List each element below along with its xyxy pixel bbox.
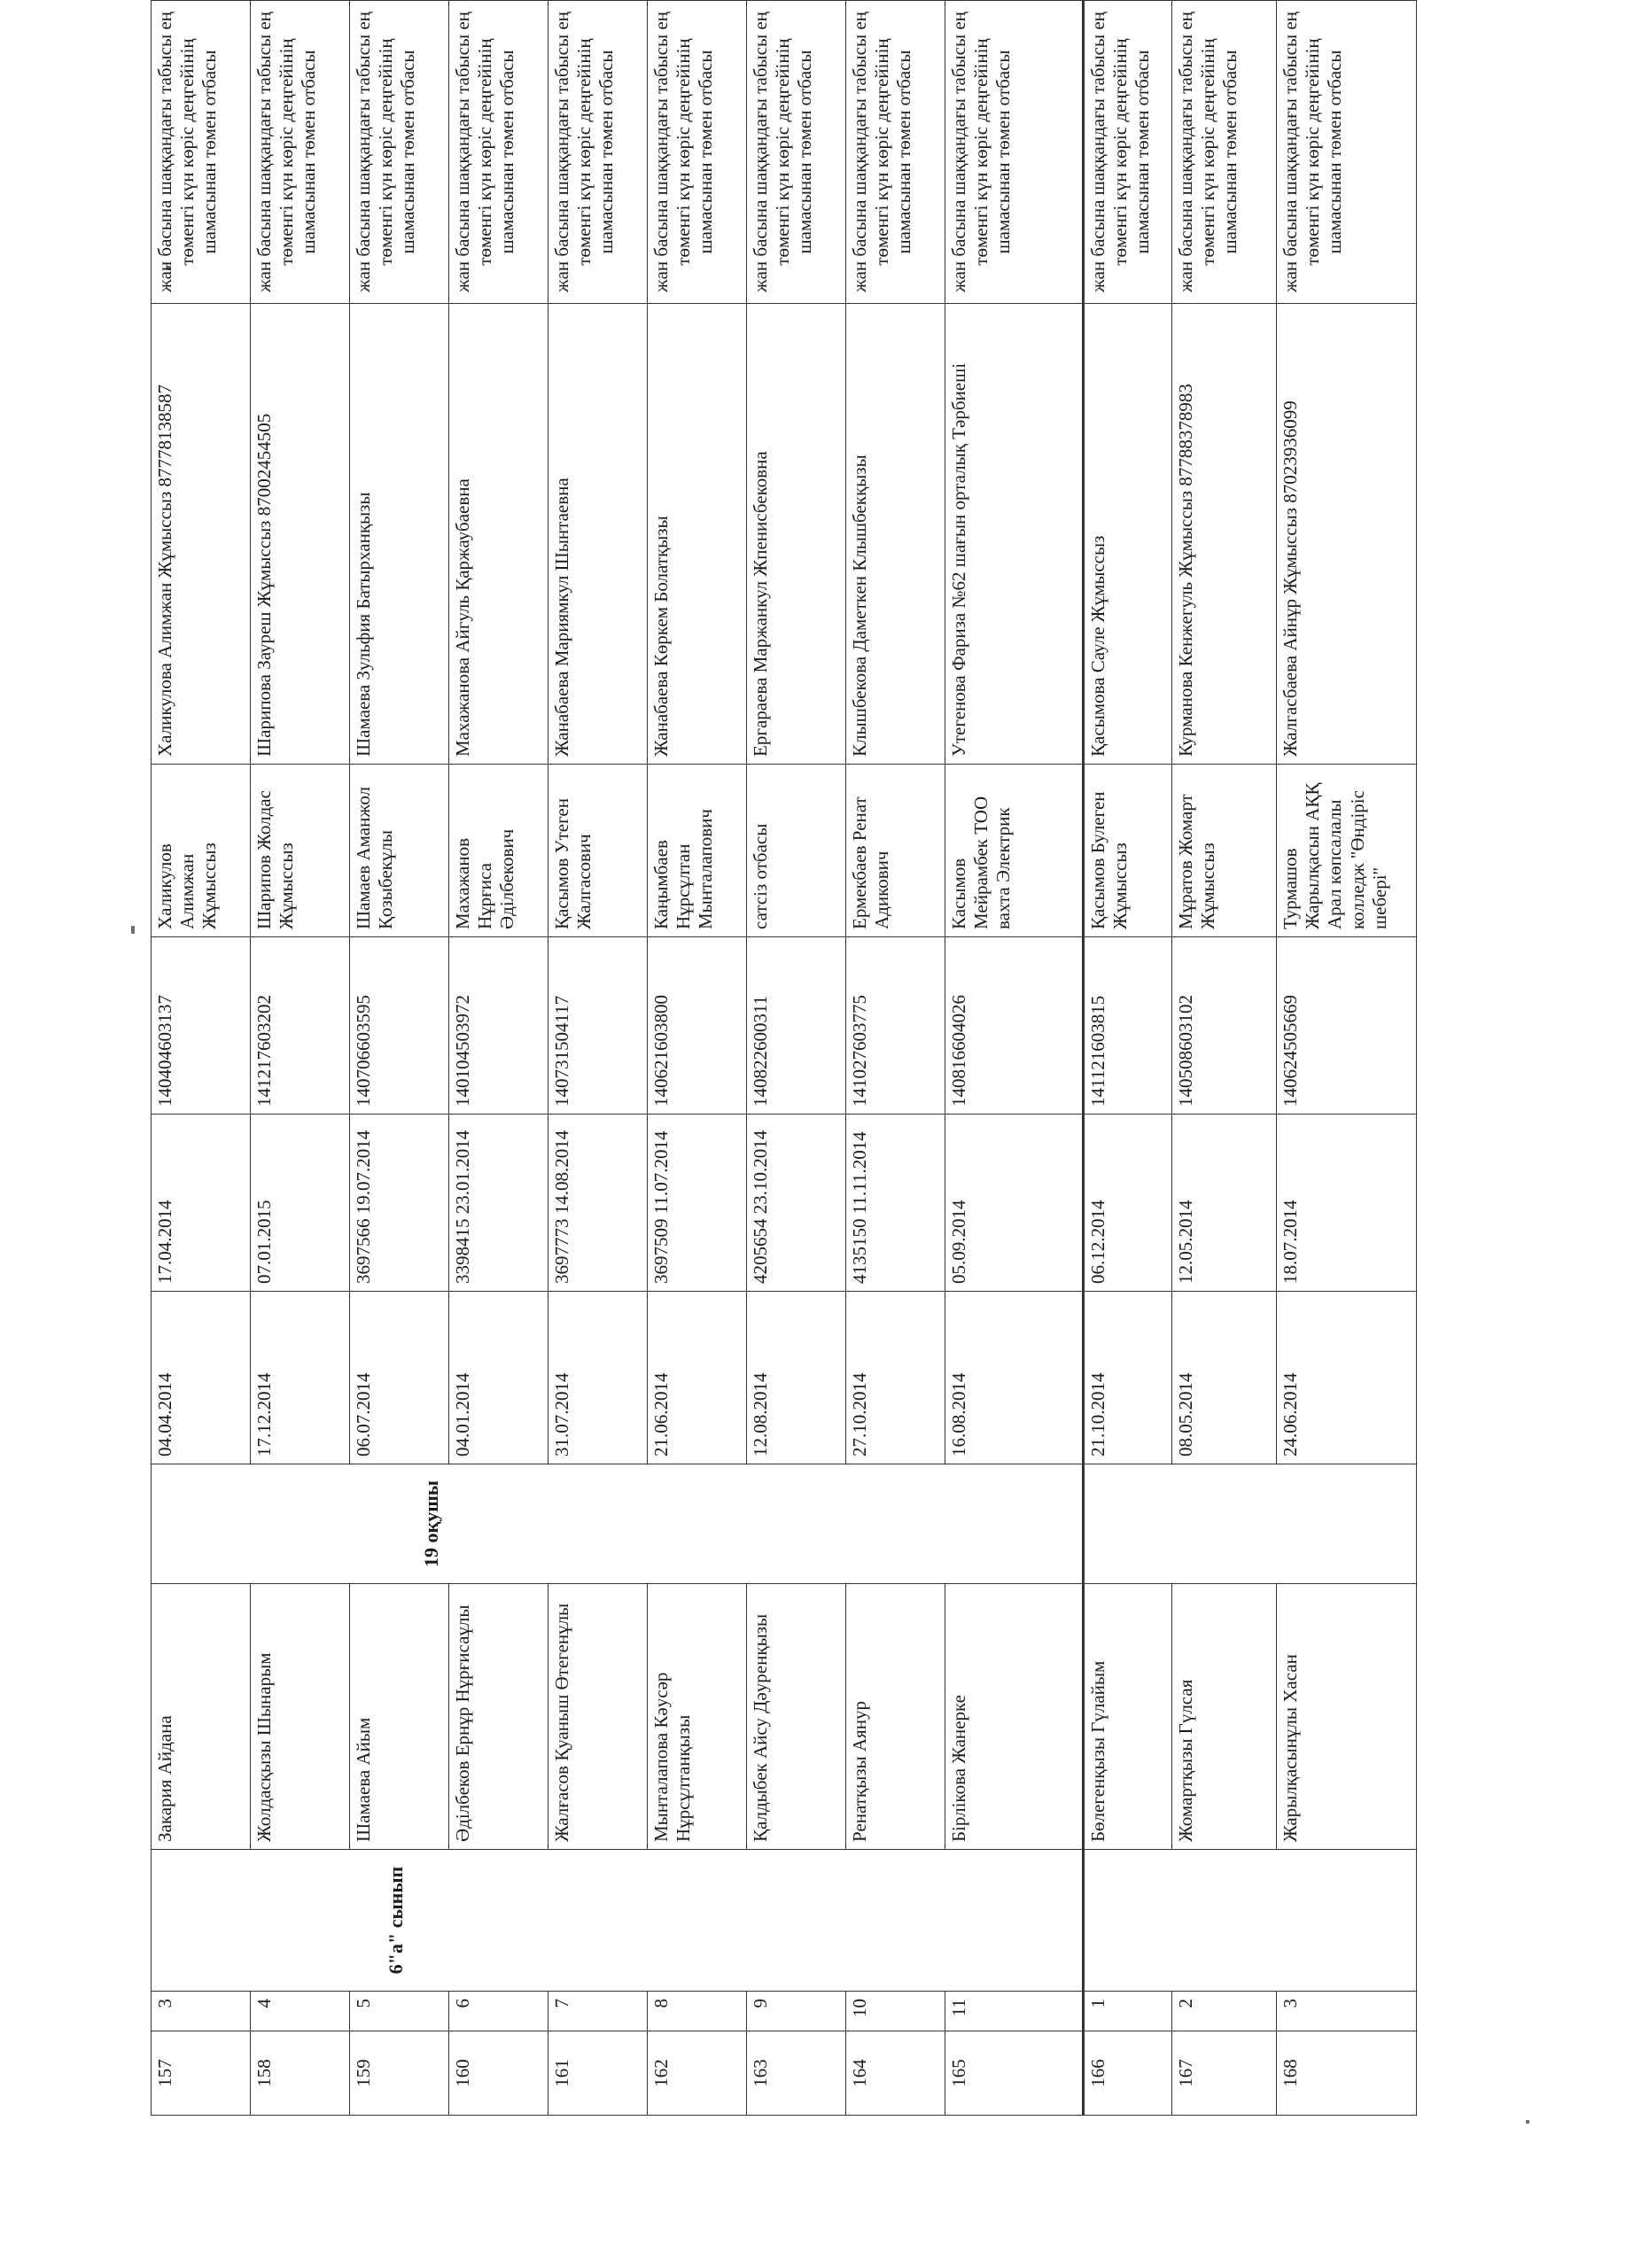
- table-row: [1172, 1, 1277, 2116]
- row-number: 160: [449, 2031, 548, 2116]
- class-seq: 11: [945, 1992, 1084, 2031]
- birth-date: 31.07.2014: [548, 1292, 648, 1464]
- mother-info: Халикулова Алимжан Жұмыссыз 87778138587: [152, 304, 251, 765]
- class-seq: 10: [846, 1992, 945, 2031]
- birth-date: 04.04.2014: [152, 1292, 251, 1464]
- iin: 140822600311: [747, 937, 846, 1115]
- student-name: Жалғасов Қуаныш Өтегенұлы: [548, 1584, 648, 1850]
- table-row: [1277, 1, 1417, 2116]
- father-info: Каңымбаев Нұрсұлтан Мынталапович: [648, 765, 747, 937]
- birth-date: 04.01.2014: [449, 1292, 548, 1464]
- certificate-date: 3697773 14.08.2014: [548, 1115, 648, 1292]
- row-number: 161: [548, 2031, 648, 2116]
- father-info: Халикулов Алимжан Жұмыссыз: [152, 765, 251, 937]
- student-name: Қалдыбек Айсу Дәуренқызы: [747, 1584, 846, 1850]
- birth-date: 06.07.2014: [350, 1292, 449, 1464]
- row-number: 164: [846, 2031, 945, 2116]
- table-row: [548, 1, 648, 2116]
- table-row: [747, 1, 846, 2116]
- iin: 140731504117: [548, 937, 648, 1115]
- mother-info: Курманова Кенжегуль Жұмыссыз 87788378983: [1172, 304, 1277, 765]
- iin: 140816604026: [945, 937, 1084, 1115]
- student-name: Мынталапова Кәусәр Нұрсұлтанқызы: [648, 1584, 747, 1850]
- certificate-date: 18.07.2014: [1277, 1115, 1417, 1292]
- birth-date: 08.05.2014: [1172, 1292, 1277, 1464]
- student-name: Бөлегенқызы Гүлайым: [1084, 1584, 1172, 1850]
- class-seq: 8: [648, 1992, 747, 2031]
- table-row: [449, 1, 548, 2116]
- birth-date: 27.10.2014: [846, 1292, 945, 1464]
- iin: 140706603595: [350, 937, 449, 1115]
- certificate-date: 3398415 23.01.2014: [449, 1115, 548, 1292]
- family-status: жан басына шаққандағы табысы ең төменгі күн көріс деңгейінің шамасынан төмен отбасы: [1172, 1, 1277, 304]
- iin: 141217603202: [251, 937, 350, 1115]
- student-name: Жомартқызы Гүлсая: [1172, 1584, 1277, 1850]
- iin: 140624505669: [1277, 937, 1417, 1115]
- student-name: Закария Айдана: [152, 1584, 251, 1850]
- student-count-cell: [152, 1464, 1084, 1584]
- family-status: жан басына шаққандағы табысы ең төменгі күн көріс деңгейінің шамасынан төмен отбасы: [846, 1, 945, 304]
- iin: 140621603800: [648, 937, 747, 1115]
- row-number: 159: [350, 2031, 449, 2116]
- table-row: [350, 1, 449, 2116]
- table-row: [945, 1, 1084, 2116]
- certificate-date: 17.04.2014: [152, 1115, 251, 1292]
- father-info: Қасымов Булеген Жұмыссыз: [1084, 765, 1172, 937]
- family-status: жан басына шаққандағы табысы ең төменгі күн көріс деңгейінің шамасынан төмен отбасы: [1084, 1, 1172, 304]
- row-number: 158: [251, 2031, 350, 2116]
- mother-info: Шамаева Зульфия Батырханқызы: [350, 304, 449, 765]
- row-number: 166: [1084, 2031, 1172, 2116]
- birth-date: 17.12.2014: [251, 1292, 350, 1464]
- class-label: 6"а" сынып: [385, 1866, 407, 1975]
- birth-date: 21.06.2014: [648, 1292, 747, 1464]
- family-status: жан басына шаққандағы табысы ең төменгі күн көріс деңгейінің шамасынан төмен отбасы: [152, 1, 251, 304]
- iin: 140104503972: [449, 937, 548, 1115]
- table-row: [846, 1, 945, 2116]
- iin: 140508603102: [1172, 937, 1277, 1115]
- mother-info: Утегенова Фариза №62 шағын орталық Тәрбиеші: [945, 304, 1084, 765]
- certificate-date: 3697509 11.07.2014: [648, 1115, 747, 1292]
- certificate-date: 07.01.2015: [251, 1115, 350, 1292]
- students-table: [151, 0, 1417, 2116]
- row-number: 168: [1277, 2031, 1417, 2116]
- mother-info: Махажанова Айгуль Қаржаубаевна: [449, 304, 548, 765]
- certificate-date: 3697566 19.07.2014: [350, 1115, 449, 1292]
- certificate-date: 12.05.2014: [1172, 1115, 1277, 1292]
- father-info: Мұратов Жомарт Жұмыссыз: [1172, 765, 1277, 937]
- certificate-date: 06.12.2014: [1084, 1115, 1172, 1292]
- next-count-cell: [1084, 1464, 1417, 1584]
- father-info: Махажанов Нұрғиса Әділбекович: [449, 765, 548, 937]
- family-status: жан басына шаққандағы табысы ең төменгі күн көріс деңгейінің шамасынан төмен отбасы: [251, 1, 350, 304]
- mother-info: Жанабаева Мариямкул Шынтаевна: [548, 304, 648, 765]
- family-status: жан басына шаққандағы табысы ең төменгі күн көріс деңгейінің шамасынан төмен отбасы: [945, 1, 1084, 304]
- family-status: жан басына шаққандағы табысы ең төменгі күн көріс деңгейінің шамасынан төмен отбасы: [350, 1, 449, 304]
- iin: 140404603137: [152, 937, 251, 1115]
- birth-date: 24.06.2014: [1277, 1292, 1417, 1464]
- birth-date: 16.08.2014: [945, 1292, 1084, 1464]
- father-info: Турмашов Жарылқасын АҚҚ Арал көпсалалы колледж "Өндіріс шебері": [1277, 765, 1417, 937]
- father-info: Шамаев Аманжол Қозыбекұлы: [350, 765, 449, 937]
- class-seq: 7: [548, 1992, 648, 2031]
- next-class-cell: [1084, 1850, 1417, 1992]
- family-status: жан басына шаққандағы табысы ең төменгі күн көріс деңгейінің шамасынан төмен отбасы: [449, 1, 548, 304]
- class-seq: 3: [1277, 1992, 1417, 2031]
- table-row: [251, 1, 350, 2116]
- class-label-cell: [152, 1850, 1084, 1992]
- row-number: 165: [945, 2031, 1084, 2116]
- student-name: Бірлікова Жанерке: [945, 1584, 1084, 1850]
- mother-info: Клышбекова Даметкен Клышбекқызы: [846, 304, 945, 765]
- father-info: Қасымов Утеген Жалгасович: [548, 765, 648, 937]
- family-status: жан басына шаққандағы табысы ең төменгі күн көріс деңгейінің шамасынан төмен отбасы: [548, 1, 648, 304]
- student-name: Ренатқызы Аянур: [846, 1584, 945, 1850]
- certificate-date: 4135150 11.11.2014: [846, 1115, 945, 1292]
- mother-info: Шарипова Зауреш Жұмыссыз 87002454505: [251, 304, 350, 765]
- class-seq: 4: [251, 1992, 350, 2031]
- iin: 141121603815: [1084, 937, 1172, 1115]
- mother-info: Жанабаева Көркем Болатқызы: [648, 304, 747, 765]
- class-seq: 3: [152, 1992, 251, 2031]
- class-seq: 1: [1084, 1992, 1172, 2031]
- row-number: 163: [747, 2031, 846, 2116]
- certificate-date: 4205654 23.10.2014: [747, 1115, 846, 1292]
- iin: 141027603775: [846, 937, 945, 1115]
- birth-date: 12.08.2014: [747, 1292, 846, 1464]
- father-info: Шарипов Жолдас Жұмыссыз: [251, 765, 350, 937]
- mother-info: Ергараева Маржанкул Жпенисбековна: [747, 304, 846, 765]
- family-status: жан басына шаққандағы табысы ең төменгі күн көріс деңгейінің шамасынан төмен отбасы: [648, 1, 747, 304]
- father-info: Ермекбаев Ренат Адикович: [846, 765, 945, 937]
- student-count: 19 оқушы: [420, 1480, 442, 1567]
- class-seq: 9: [747, 1992, 846, 2031]
- class-seq: 2: [1172, 1992, 1277, 2031]
- table-row: [1084, 1, 1172, 2116]
- row-number: 167: [1172, 2031, 1277, 2116]
- row-number: 157: [152, 2031, 251, 2116]
- certificate-date: 05.09.2014: [945, 1115, 1084, 1292]
- student-name: Шамаева Айым: [350, 1584, 449, 1850]
- family-status: жан басына шаққандағы табысы ең төменгі күн көріс деңгейінің шамасынан төмен отбасы: [1277, 1, 1417, 304]
- student-name: Әділбеков Ернұр Нұрғисаұлы: [449, 1584, 548, 1850]
- class-seq: 6: [449, 1992, 548, 2031]
- row-number: 162: [648, 2031, 747, 2116]
- table-row: [648, 1, 747, 2116]
- father-info: Касымов Мейрамбек ТОО вахта Электрик: [945, 765, 1084, 937]
- father-info: сатсіз отбасы: [747, 765, 846, 937]
- table-row: [152, 1, 251, 2116]
- mother-info: Қасымова Сауле Жұмыссыз: [1084, 304, 1172, 765]
- student-name: Жолдасқызы Шынарым: [251, 1584, 350, 1850]
- birth-date: 21.10.2014: [1084, 1292, 1172, 1464]
- mother-info: Жалгасбаева Айнұр Жұмыссыз 87023936099: [1277, 304, 1417, 765]
- class-seq: 5: [350, 1992, 449, 2031]
- family-status: жан басына шаққандағы табысы ең төменгі күн көріс деңгейінің шамасынан төмен отбасы: [747, 1, 846, 304]
- student-name: Жарылқасынұлы Хасан: [1277, 1584, 1417, 1850]
